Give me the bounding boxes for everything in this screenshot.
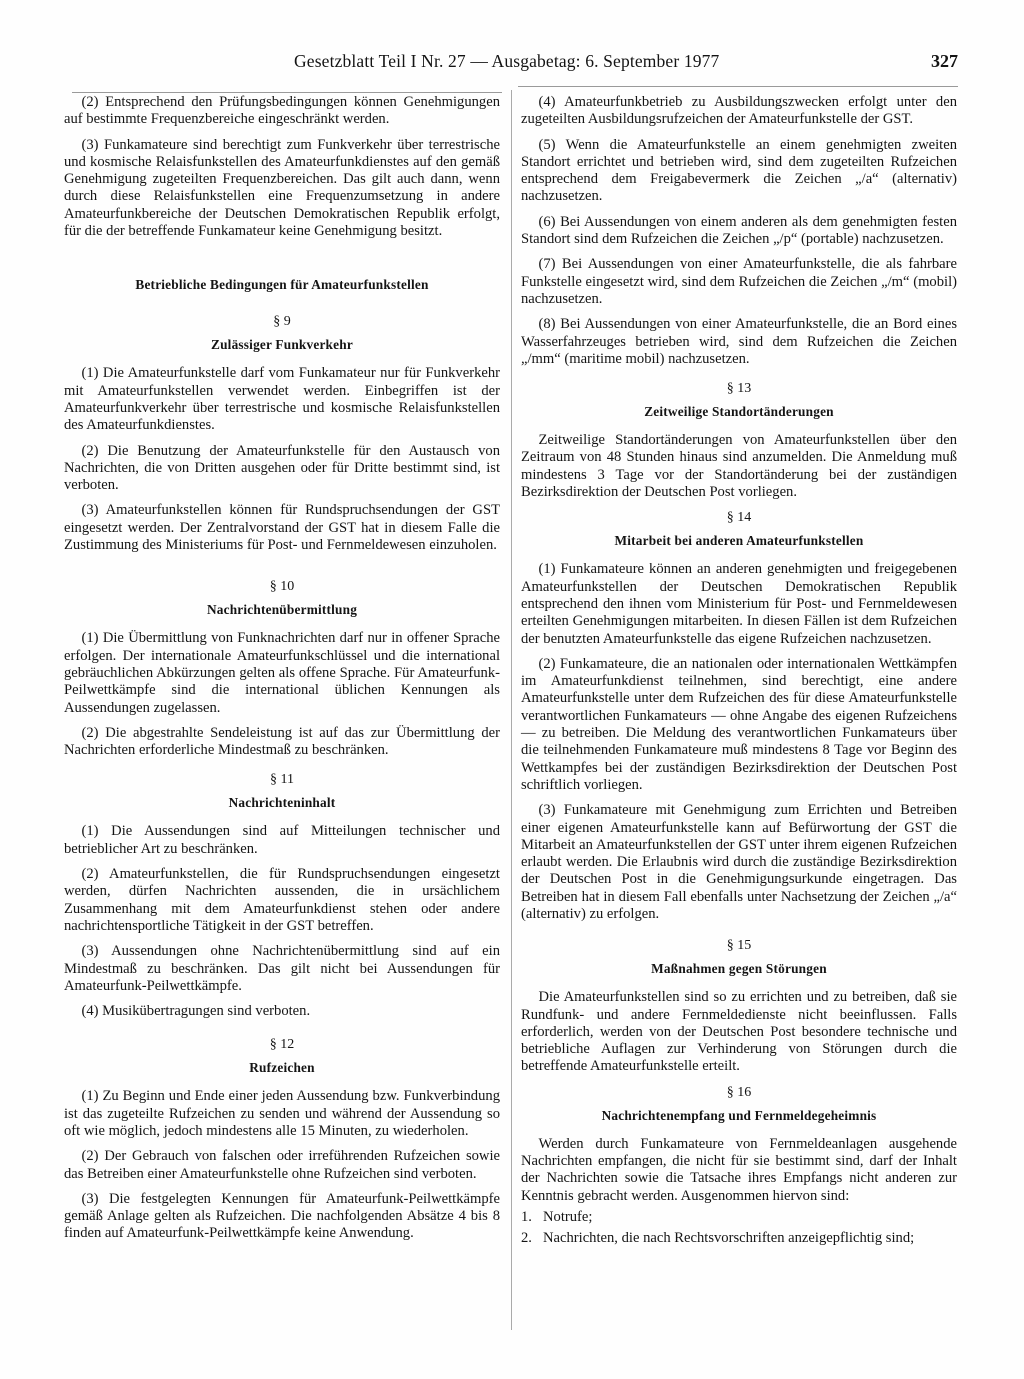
section-title: Mitarbeit bei anderen Amateurfunkstellen <box>614 533 864 549</box>
paragraph: (3) Aussendungen ohne Nachrichtenübermittlung sind auf ein Mindestmaß zu beschränken. Das gilt nicht bei Aussendungen für Amateurfunk-Peilwettkämpfe. <box>64 943 500 994</box>
paragraph: Die Amateurfunkstellen sind so zu errichten und zu betreiben, daß sie Rundfunk- und andere Fernmeldedienste nicht beeinflussen. Falls erforderlich, werden von der Deutschen Post besondere technische und betriebliche Auflagen zur Verhinderung von Störungen durch die betreffende Amateurfunkstelle erteilt. <box>521 989 957 1075</box>
paragraph: (3) Die festgelegten Kennungen für Amateurfunk-Peilwettkämpfe gemäß Anlage gelten als Rufzeichen. Die nachfolgenden Absätze 4 bis 8 finden auf Amateurfunk-Peilwettkämpfe keine Anwendung. <box>64 1190 500 1242</box>
section-number: § 11 <box>270 772 294 788</box>
section-11-header <box>64 771 500 811</box>
paragraph: (2) Entsprechend den Prüfungsbedingungen können Genehmigungen auf bestimmte Frequenzbereiche eingeschränkt werden. <box>64 94 500 128</box>
paragraph: (2) Funkamateure, die an nationalen oder internationalen Wettkämpfen im Amateurfunkdienst teilnehmen, sind berechtigt, eine andere Amateurfunkstelle unter dem Rufzeichen des für diese Amateurfunkstelle verantwortlichen Funkamateurs — ohne Angabe des eigenen Rufzeichens — zu betreiben. Die Meldung des verantwortlichen Funkamateurs über die teilnehmenden Funkamateure muß mindestens 8 Tage vor Beginn des Wettkampfes bei der zuständigen Bezirksdirektion der Deutschen Post schriftlich vorliegen. <box>521 655 957 793</box>
section-9-header <box>64 313 500 353</box>
list-item <box>521 1230 957 1247</box>
section-number: § 9 <box>273 314 291 330</box>
list-number: 2. <box>521 1230 532 1247</box>
list-number: 1. <box>521 1208 532 1225</box>
paragraph: (3) Funkamateure mit Genehmigung zum Errichten und Betreiben einer eigenen Amateurfunkstelle kann auf Befürwortung der GST die Mitarbeit an Amateurfunkstellen der GST unter ihrem eigenen Rufzeichen erlaubt werden. Die Erlaubnis wird durch die zuständige Bezirksdirektion der Deutschen Post in die Genehmigungsurkunde eingetragen. Das Betreiben hat in diesem Fall ebenfalls unter Nachsetzung der Zeichen „/a“ (alternativ) zu erfolgen. <box>521 802 957 922</box>
section-title: Zeitweilige Standortänderungen <box>644 404 834 420</box>
section-title: Rufzeichen <box>249 1060 315 1076</box>
section-13-header <box>521 380 957 420</box>
right-column <box>521 94 957 1252</box>
section-10-header <box>64 578 500 618</box>
section-16-header <box>521 1084 957 1124</box>
section-title: Zulässiger Funkverkehr <box>211 337 353 353</box>
paragraph: (8) Bei Aussendungen von einer Amateurfunkstelle, die an Bord eines Wasserfahrzeuges betrieben wird, sind dem Rufzeichen die Zeichen „/mm“ (maritime mobil) nachzusetzen. <box>521 316 957 367</box>
section-title: Maßnahmen gegen Störungen <box>651 961 827 977</box>
running-title: Gesetzblatt Teil I Nr. 27 — Ausgabetag: 6. September 1977 <box>294 51 720 71</box>
section-number: § 14 <box>726 510 752 526</box>
left-column <box>64 94 500 1251</box>
section-14-header <box>521 509 957 549</box>
paragraph: (2) Der Gebrauch von falschen oder irreführenden Rufzeichen sowie das Betreiben einer Amateurfunkstelle ohne Rufzeichen sind verboten. <box>64 1148 500 1182</box>
paragraph: (1) Funkamateure können an anderen genehmigten und freigegebenen Amateurfunkstellen der Deutschen Demokratischen Republik entsprechend den ihnen vom Ministerium für Post- und Fernmeldewesen erteilten Genehmigungen mitarbeiten. In diesen Fällen ist dem Rufzeichen der benutzten Amateurfunkstelle das eigene Rufzeichen nachzusetzen. <box>521 561 957 647</box>
section-12-header <box>64 1036 500 1076</box>
paragraph: (4) Amateurfunkbetrieb zu Ausbildungszwecken erfolgt unter den zugeteilten Ausbildungsrufzeichen der Amateurfunkstelle der GST. <box>521 94 957 128</box>
paragraph: (3) Amateurfunkstellen können für Rundspruchsendungen der GST eingesetzt werden. Der Zentralvorstand der GST hat in diesem Falle die Zustimmung des Ministeriums für Post- und Fernmeldewesen einzuholen. <box>64 502 500 554</box>
paragraph: (3) Funkamateure sind berechtigt zum Funkverkehr über terrestrische und kosmische Relaisfunkstellen des Amateurfunkdienstes auf den gemäß Genehmigung zugeteilten Frequenzbereichen. Das gilt auch dann, wenn durch diese Relaisfunkstellen eine Frequenzumsetzung in andere Amateurfunkbereiche der Deutschen Demokratischen Republik erfolgt, für die der betreffende Funkamateur keine Genehmigung besitzt. <box>64 136 500 240</box>
paragraph: (2) Amateurfunkstellen, die für Rundspruchsendungen eingesetzt werden, dürfen Nachrichten aussenden, die in ursächlichem Zusammenhang mit dem Amateurfunkdienst stehen oder andere nachrichtensportliche Tätigkeit in der GST betreffen. <box>64 866 500 934</box>
list-text: Nachrichten, die nach Rechtsvorschriften anzeigepflichtig sind; <box>543 1230 915 1247</box>
header-rule-right <box>518 86 958 87</box>
section-number: § 16 <box>726 1084 752 1100</box>
section-number: § 15 <box>726 938 752 954</box>
header-rule-left <box>72 92 502 93</box>
section-number: § 12 <box>269 1037 295 1053</box>
paragraph: (4) Musikübertragungen sind verboten. <box>81 1003 311 1020</box>
page-header <box>0 46 1024 76</box>
section-number: § 13 <box>726 381 752 397</box>
paragraph: (1) Die Aussendungen sind auf Mitteilungen technischer und betrieblicher Art zu beschränken. <box>64 823 500 857</box>
paragraph: (1) Die Amateurfunkstelle darf vom Funkamateur nur für Funkverkehr mit Amateurfunkstellen verwendet werden. Einbegriffen ist der Amateurfunkverkehr über terrestrische und kosmische Relaisfunkstellen des Amateurfunkdienstes. <box>64 365 500 434</box>
list-item <box>521 1209 957 1226</box>
list-text: Notrufe; <box>543 1208 593 1225</box>
paragraph: (2) Die Benutzung der Amateurfunkstelle für den Austausch von Nachrichten, die von Dritten ausgehen oder für Dritte bestimmt sind, ist verboten. <box>64 442 500 494</box>
paragraph: (6) Bei Aussendungen von einem anderen als dem genehmigten festen Standort sind dem Rufzeichen die Zeichen „/p“ (portable) nachzusetzen. <box>521 213 957 248</box>
section-number: § 10 <box>269 579 295 595</box>
section-15-header <box>521 937 957 977</box>
paragraph: Werden durch Funkamateure von Fernmeldeanlagen ausgehende Nachrichten empfangen, die nicht für sie bestimmt sind, darf der Inhalt der Nachrichten sowie die Tatsache ihres Empfangs nicht anderen zur Kenntnis gebracht werden. Ausgenommen hiervon sind: <box>521 1135 957 1204</box>
paragraph: (1) Zu Beginn und Ende einer jeden Aussendung bzw. Funkverbindung ist das zugeteilte Rufzeichen zu senden und während der Aussendung so oft wie möglich, jedoch mindestens alle 15 Minuten, zu wiederholen. <box>64 1088 500 1139</box>
page-number: 327 <box>931 51 958 71</box>
paragraph: (7) Bei Aussendungen von einer Amateurfunkstelle, die als fahrbare Funkstelle eingesetzt wird, sind dem Rufzeichen die Zeichen „/m“ (mobil) nachzusetzen. <box>521 256 957 307</box>
section-title: Nachrichtenübermittlung <box>206 602 358 618</box>
paragraph: (5) Wenn die Amateurfunkstelle an einem genehmigten zweiten Standort errichtet und betrieben wird, sind dem zugeteilten Rufzeichen entsprechend dem Freigabevermerk die Zeichen „/a“ (alternativ) nachzusetzen. <box>521 136 957 205</box>
paragraph: Zeitweilige Standortänderungen von Amateurfunkstellen über den Zeitraum von 48 Stunden hinaus sind anzumelden. Die Anmeldung muß mindestens 3 Tage vor der Standortänderung bei der zuständigen Bezirksdirektion der Deutschen Post vorliegen. <box>521 432 957 501</box>
paragraph: (1) Die Übermittlung von Funknachrichten darf nur in offener Sprache erfolgen. Der internationale Amateurfunkschlüssel und die international gebräuchlichen Abkürzungen gelten als offene Sprache. Für Amateurfunk-Peilwettkämpfe sind die international üblichen Kennungen als Aussendungen zugelassen. <box>64 630 500 716</box>
chapter-heading: Betriebliche Bedingungen für Amateurfunkstellen <box>135 277 429 293</box>
section-title: Nachrichteninhalt <box>228 795 336 811</box>
section-title: Nachrichtenempfang und Fernmeldegeheimnis <box>601 1107 877 1123</box>
paragraph: (2) Die abgestrahlte Sendeleistung ist auf das zur Übermittlung der Nachrichten erforderliche Mindestmaß zu beschränken. <box>64 724 500 759</box>
column-divider <box>511 90 512 1330</box>
